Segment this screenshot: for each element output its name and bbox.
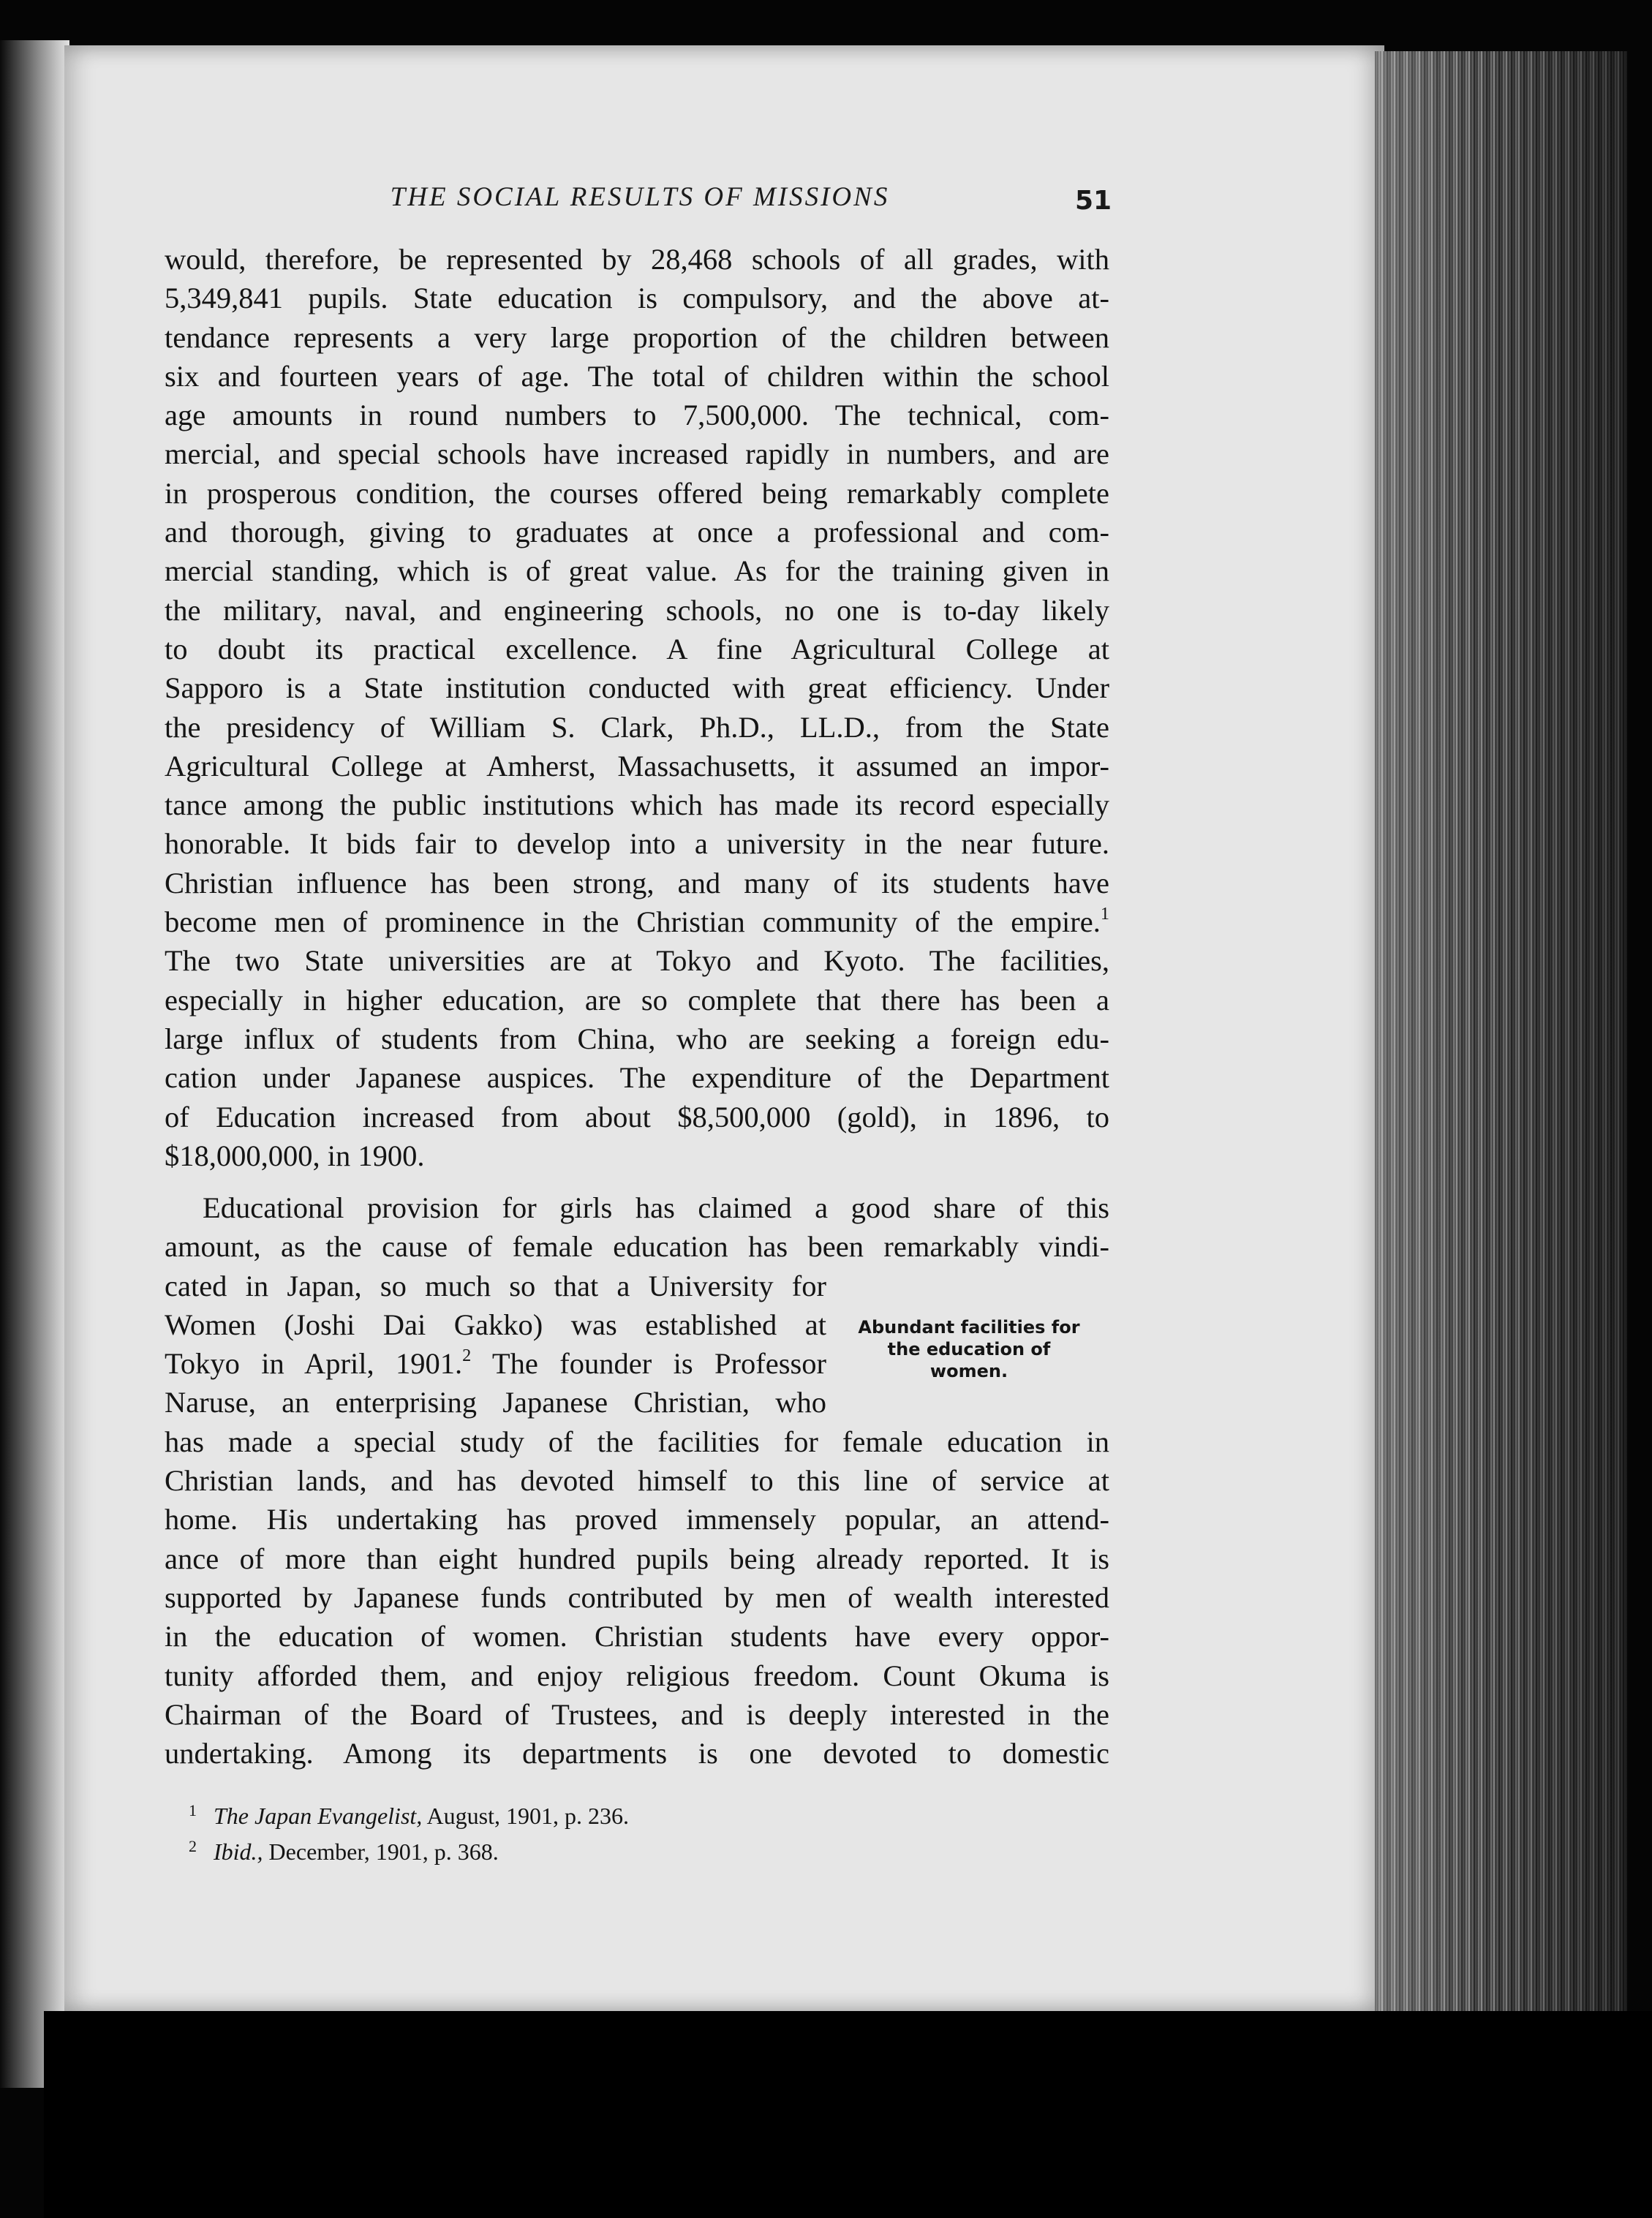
- footnote-citation: December, 1901, p. 368.: [263, 1838, 499, 1865]
- text-line-with-footnote: [165, 1344, 826, 1383]
- text-line: Naruse, an enterprising Japanese Christian, who: [165, 1386, 826, 1419]
- footnotes: [189, 1795, 629, 1867]
- text-line: cated in Japan, so much so that a University for: [165, 1269, 826, 1302]
- text-line: supported by Japanese funds contributed by men of wealth interested: [165, 1580, 1109, 1614]
- text-line: amount, as the cause of female education has been remarkably vindi-: [165, 1230, 1109, 1264]
- text-line: large influx of students from China, who are seeking a foreign edu-: [165, 1022, 1109, 1055]
- text-line-tail: The founder is Professor: [471, 1347, 826, 1381]
- text-line: $18,000,000, in 1900.: [165, 1139, 425, 1172]
- text-line: in prosperous condition, the courses offered being remarkably complete: [165, 476, 1109, 510]
- text-line: has made a special study of the facilities for female education in: [165, 1425, 1109, 1458]
- sidenote-line: the education of: [887, 1339, 1051, 1359]
- text-line: especially in higher education, are so complete that there has been a: [165, 983, 1109, 1016]
- page-number: 51: [1075, 186, 1112, 216]
- text-line: cation under Japanese auspices. The expenditure of the Department: [165, 1061, 1109, 1095]
- text-line: Sapporo is a State institution conducted with great efficiency. Under: [165, 671, 1109, 705]
- text-line: Educational provision for girls has claimed a good share of this: [203, 1191, 1109, 1224]
- sidenote-line: Abundant facilities for: [858, 1317, 1080, 1338]
- text-line-with-footnote: [165, 902, 1109, 941]
- footnote-marker: 1: [189, 1801, 197, 1819]
- body-paragraph-1: [165, 240, 1109, 1175]
- text-line-content: become men of prominence in the Christian community of the empire.: [165, 905, 1101, 939]
- text-line: age amounts in round numbers to 7,500,000. The technical, com-: [165, 399, 1109, 432]
- text-line-content: Tokyo in April, 1901.: [165, 1347, 463, 1381]
- text-line: the presidency of William S. Clark, Ph.D., LL.D., from the State: [165, 710, 1109, 744]
- text-line: Women (Joshi Dai Gakko) was established at: [165, 1308, 826, 1341]
- footnote-ref-1: 1: [1100, 904, 1109, 924]
- running-head: THE SOCIAL RESULTS OF MISSIONS: [390, 182, 890, 212]
- text-line: mercial standing, which is of great value. As for the training given in: [165, 554, 1109, 588]
- text-line: tendance represents a very large proportion of the children between: [165, 320, 1109, 354]
- book-fore-edge: [1375, 51, 1627, 2026]
- text-line: would, therefore, be represented by 28,468 schools of all grades, with: [165, 243, 1109, 276]
- text-line: ance of more than eight hundred pupils being already reported. It is: [165, 1542, 1109, 1575]
- text-line: of Education increased from about $8,500,000 (gold), in 1896, to: [165, 1100, 1109, 1133]
- text-line: Agricultural College at Amherst, Massachusetts, it assumed an impor-: [165, 749, 1109, 782]
- text-line: and thorough, giving to graduates at once a professional and com-: [165, 516, 1109, 549]
- footnote-source-title: Ibid.,: [214, 1838, 263, 1865]
- text-line: home. His undertaking has proved immensely popular, an attend-: [165, 1503, 1109, 1536]
- footnote-2: [189, 1831, 629, 1867]
- text-line: Christian lands, and has devoted himself to this line of service at: [165, 1464, 1109, 1498]
- text-line: to doubt its practical excellence. A fine Agricultural College at: [165, 632, 1109, 665]
- footnote-source-title: The Japan Evangelist,: [214, 1803, 423, 1829]
- text-line: the military, naval, and engineering schools, no one is to-day likely: [165, 593, 1109, 627]
- left-page-edge: [0, 40, 69, 2088]
- footnote-ref-2: 2: [462, 1346, 472, 1366]
- footnote-citation: August, 1901, p. 236.: [422, 1803, 629, 1829]
- text-line: mercial, and special schools have increased rapidly in numbers, and are: [165, 437, 1109, 471]
- text-line: Christian influence has been strong, and many of its students have: [165, 866, 1109, 899]
- text-line: 5,349,841 pupils. State education is compulsory, and the above at-: [165, 282, 1109, 315]
- text-line: six and fourteen years of age. The total of children within the school: [165, 359, 1109, 393]
- text-line: undertaking. Among its departments is one devoted to domestic: [165, 1737, 1109, 1770]
- footnote-1: [189, 1795, 629, 1831]
- text-line: The two State universities are at Tokyo and Kyoto. The facilities,: [165, 944, 1109, 978]
- text-line: Chairman of the Board of Trustees, and is deeply interested in the: [165, 1697, 1109, 1731]
- body-paragraph-2: [165, 1188, 1109, 1773]
- text-line: in the education of women. Christian students have every oppor-: [165, 1620, 1109, 1653]
- scan-bottom-border: [44, 2011, 1652, 2218]
- text-line: tunity afforded them, and enjoy religious freedom. Count Okuma is: [165, 1659, 1109, 1692]
- text-line: tance among the public institutions which has made its record especially: [165, 788, 1109, 822]
- margin-sidenote: [834, 1316, 1104, 1382]
- text-line: honorable. It bids fair to develop into a university in the near future.: [165, 827, 1109, 861]
- footnote-marker: 2: [189, 1837, 197, 1855]
- sidenote-line: women.: [929, 1361, 1008, 1381]
